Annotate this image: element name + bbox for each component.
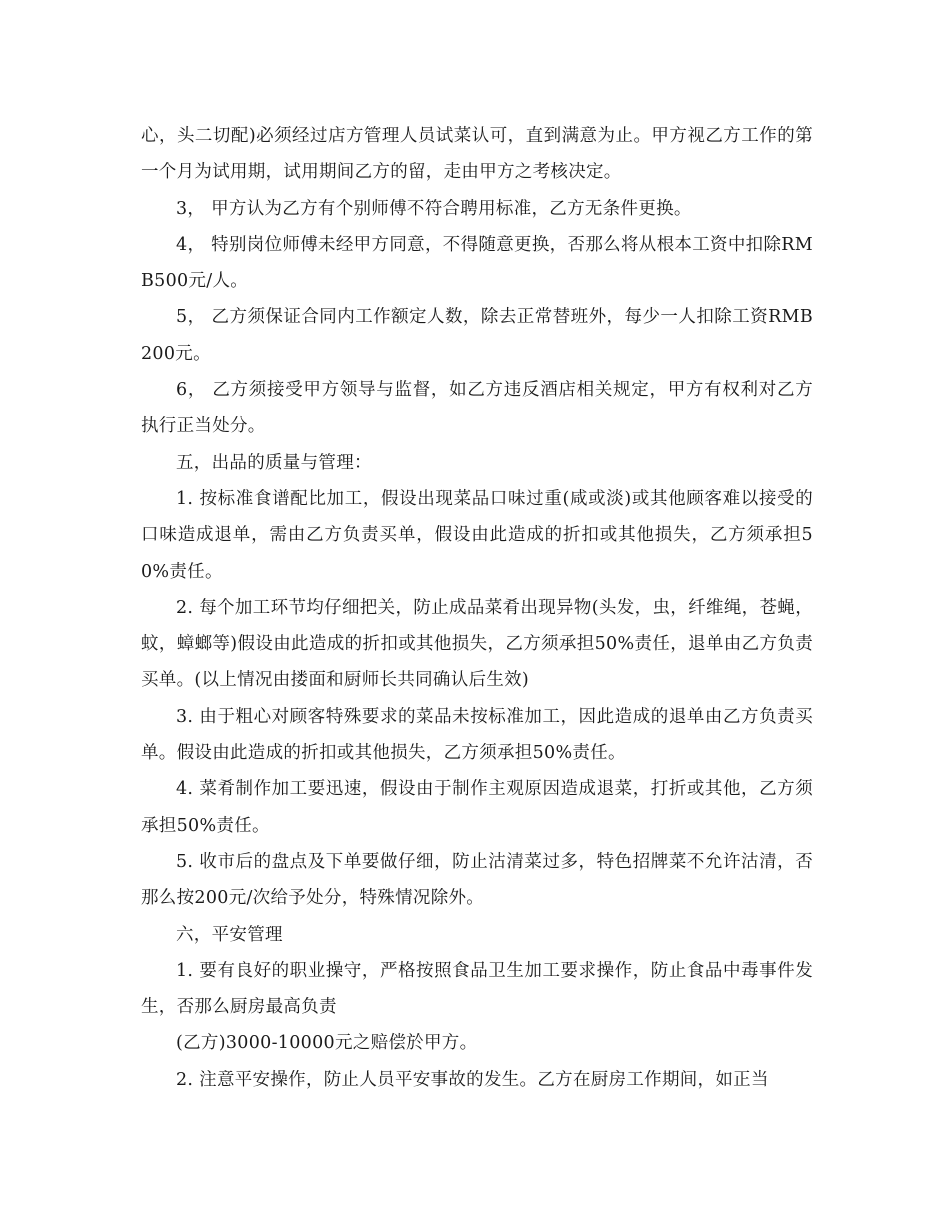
paragraph-quality-1: 1. 按标准食谱配比加工，假设出现菜品口味过重(咸或淡)或其他顾客难以接受的口味造成退单，需由乙方负责买单，假设由此造成的折扣或其他损失，乙方须承担50%责任。 [141,488,813,582]
paragraph-clause-3: 3， 甲方认为乙方有个别师傅不符合聘用标准，乙方无条件更换。 [176,198,692,219]
paragraph-safety-1-continuation: (乙方)3000-10000元之赔偿於甲方。 [176,1033,478,1054]
paragraph-quality-4: 4. 菜肴制作加工要迅速，假设由于制作主观原因造成退菜，打折或其他，乙方须承担50%责任。 [141,779,813,836]
paragraph-safety-1: 1. 要有良好的职业操守，严格按照食品卫生加工要求操作，防止食品中毒事件发生，否那么厨房最高负责 [141,960,813,1018]
paragraph-clause-4: 4， 特别岗位师傅未经甲方同意，不得随意更换，否那么将从根本工资中扣除RMB500元/人。 [141,234,813,292]
document-body [141,118,813,1098]
paragraph-clause-6: 6， 乙方须接受甲方领导与监督，如乙方违反酒店相关规定，甲方有权利对乙方执行正当处分。 [141,380,813,437]
section-heading-quality: 五，出品的质量与管理： [176,452,372,473]
paragraph-clause-5: 5， 乙方须保证合同内工作额定人数，除去正常替班外，每少一人扣除工资RMB200元。 [141,307,813,364]
paragraph-quality-2: 2. 每个加工环节均仔细把关，防止成品菜肴出现异物(头发，虫，纤维绳，苍蝇，蚊，蟑螂等)假设由此造成的折扣或其他损失，乙方须承担50%责任，退单由乙方负责买单。(以上情况由搂面和厨师长共同确认后生效) [141,597,813,691]
paragraph-quality-3: 3. 由于粗心对顾客特殊要求的菜品未按标准加工，因此造成的退单由乙方负责买单。假设由此造成的折扣或其他损失，乙方须承担50%责任。 [141,706,813,764]
paragraph-continuation: 心，头二切配)必须经过店方管理人员试菜认可，直到满意为止。甲方视乙方工作的第一个月为试用期，试用期间乙方的留，走由甲方之考核决定。 [141,126,813,183]
paragraph-safety-2: 2. 注意平安操作，防止人员平安事故的发生。乙方在厨房工作期间，如正当 [176,1069,769,1090]
section-heading-safety: 六，平安管理 [176,924,283,945]
paragraph-quality-5: 5. 收市后的盘点及下单要做仔细，防止沽清菜过多，特色招牌菜不允许沽清，否那么按200元/次给予处分，特殊情况除外。 [141,851,813,909]
